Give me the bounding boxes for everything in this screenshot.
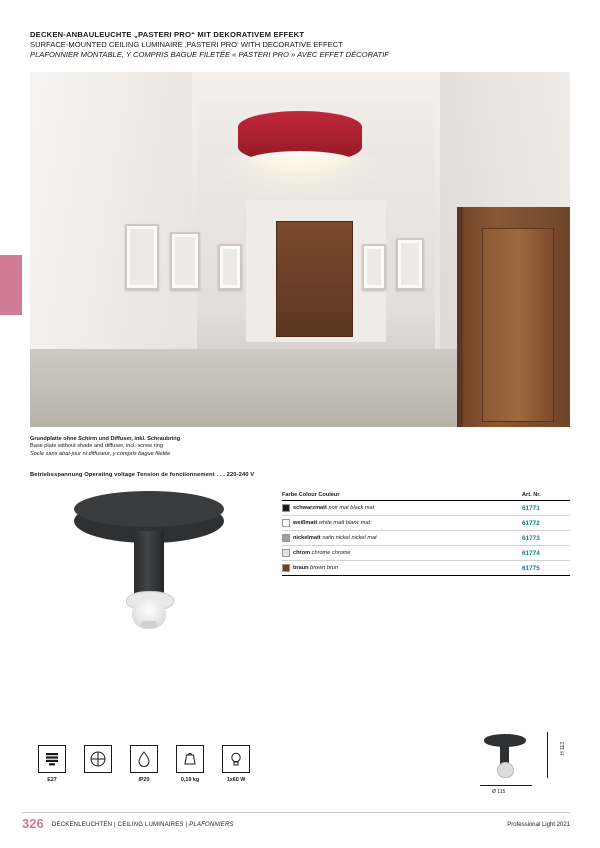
lamp-socket bbox=[132, 599, 166, 629]
caption-de: Grundplatte ohne Schirm und Diffuser, inkl. Schraubring bbox=[30, 436, 181, 442]
title-en: SURFACE-MOUNTED CEILING LUMINAIRE ‚PASTERI PRO‘ WITH DECORATIVE EFFECT bbox=[30, 40, 343, 49]
section-color-tab bbox=[0, 255, 22, 315]
footer-nav-fr: PLAFONNIERS bbox=[189, 822, 234, 828]
header-colour: Farbe Colour Couleur bbox=[282, 492, 340, 498]
ceiling-luminaire-red bbox=[238, 111, 362, 163]
article-number[interactable]: 61773 bbox=[522, 534, 540, 542]
article-number[interactable]: 61772 bbox=[522, 519, 540, 527]
wood-door bbox=[482, 228, 554, 422]
title-de: DECKEN-ANBAULEUCHTE „PASTERI PRO“ MIT DEKORATIVEM EFFEKT bbox=[30, 30, 305, 39]
power-label: 1x60 W bbox=[226, 777, 246, 783]
colour-en: satin nickel bbox=[322, 535, 350, 541]
colour-swatch bbox=[282, 519, 290, 527]
picture-frame bbox=[125, 224, 159, 290]
article-number[interactable]: 61774 bbox=[522, 549, 540, 557]
footer-breadcrumb bbox=[52, 822, 234, 828]
title-fr: PLAFONNIER MONTABLE, Y COMPRIS BAGUE FILETÉE « PASTERI PRO » AVEC EFFET DÉCORATIF bbox=[30, 50, 389, 59]
colour-en: chrome bbox=[311, 550, 331, 556]
pictogram-ip bbox=[130, 745, 158, 783]
dim-bulb bbox=[497, 762, 514, 778]
dim-height-line bbox=[547, 732, 548, 778]
table-row[interactable] bbox=[282, 531, 570, 546]
colour-fr: nickel mat bbox=[351, 535, 377, 541]
dim-diameter-line bbox=[480, 785, 532, 786]
socket-icon bbox=[38, 745, 66, 773]
dim-height-label: H 113 bbox=[560, 742, 566, 755]
footer-sep-2: | bbox=[185, 822, 188, 828]
colour-swatch bbox=[282, 564, 290, 572]
colour-fr: black mat bbox=[350, 505, 375, 511]
picture-frame bbox=[362, 244, 386, 290]
pictogram-row bbox=[38, 745, 250, 783]
caption-en: Base plate without shade and diffuser, incl. screw ring bbox=[30, 443, 163, 450]
page-title bbox=[30, 30, 570, 60]
colour-de: schwarzmatt bbox=[293, 505, 327, 511]
ip-rating-icon bbox=[130, 745, 158, 773]
footer-catalog-name: Professional Light 2021 bbox=[507, 822, 570, 828]
socket-label: E27 bbox=[47, 777, 57, 783]
colour-fr: chrome bbox=[331, 550, 351, 556]
page-number: 326 bbox=[22, 816, 44, 831]
weight-icon bbox=[176, 745, 204, 773]
colour-en: white matt bbox=[318, 520, 345, 526]
lamp-stem bbox=[134, 531, 164, 597]
pictogram-socket bbox=[38, 745, 66, 783]
footer-sep-1: | bbox=[114, 822, 116, 828]
dim-stem bbox=[500, 744, 509, 764]
colour-article-table bbox=[282, 492, 570, 576]
caption-fr: Socle sans abat-jour ni diffuseur, y compris bague filetée bbox=[30, 450, 171, 457]
table-row[interactable] bbox=[282, 561, 570, 576]
colour-en: noir mat bbox=[328, 505, 349, 511]
footer-divider bbox=[22, 812, 570, 813]
table-row[interactable] bbox=[282, 501, 570, 516]
table-row[interactable] bbox=[282, 516, 570, 531]
table-header-row bbox=[282, 492, 570, 501]
header-article: Art. Nr. bbox=[522, 492, 541, 498]
voltage-note: Betriebsspannung Operating voltage Tension de fonctionnement . . . 220-240 V bbox=[30, 472, 255, 478]
colour-fr: brun bbox=[326, 565, 339, 571]
dim-diameter-label: Ø 115 bbox=[492, 789, 506, 795]
protection-class-icon bbox=[84, 745, 112, 773]
article-number[interactable]: 61775 bbox=[522, 564, 540, 572]
colour-de: nickelmatt bbox=[293, 535, 321, 541]
colour-de: weißmatt bbox=[293, 520, 318, 526]
pictogram-protection-class bbox=[84, 745, 112, 783]
base-plate-top bbox=[74, 491, 224, 527]
weight-label: 0,19 kg bbox=[180, 777, 200, 783]
colour-de: chrom bbox=[293, 550, 311, 556]
lamp-power-icon bbox=[222, 745, 250, 773]
colour-en: brown bbox=[310, 565, 326, 571]
product-photo-baseplate bbox=[30, 487, 266, 701]
table-row[interactable] bbox=[282, 546, 570, 561]
hero-photo-corridor bbox=[30, 72, 570, 427]
dimension-drawing bbox=[470, 726, 566, 798]
corridor-door bbox=[276, 221, 354, 337]
colour-swatch bbox=[282, 534, 290, 542]
picture-frame bbox=[218, 244, 242, 290]
ip-rating-label: IP20 bbox=[138, 777, 150, 783]
colour-swatch bbox=[282, 504, 290, 512]
light-glow bbox=[212, 157, 388, 209]
colour-swatch bbox=[282, 549, 290, 557]
pictogram-weight bbox=[176, 745, 204, 783]
pictogram-power bbox=[222, 745, 250, 783]
colour-fr: blanc mat bbox=[345, 520, 371, 526]
product-caption bbox=[30, 436, 330, 458]
picture-frame bbox=[170, 232, 200, 290]
footer-nav-de: DECKENLEUCHTEN bbox=[52, 822, 113, 828]
article-number[interactable]: 61771 bbox=[522, 504, 540, 512]
picture-frame bbox=[396, 238, 424, 290]
footer-nav-en: CEILING LUMINAIRES bbox=[117, 822, 184, 828]
colour-de: braun bbox=[293, 565, 309, 571]
